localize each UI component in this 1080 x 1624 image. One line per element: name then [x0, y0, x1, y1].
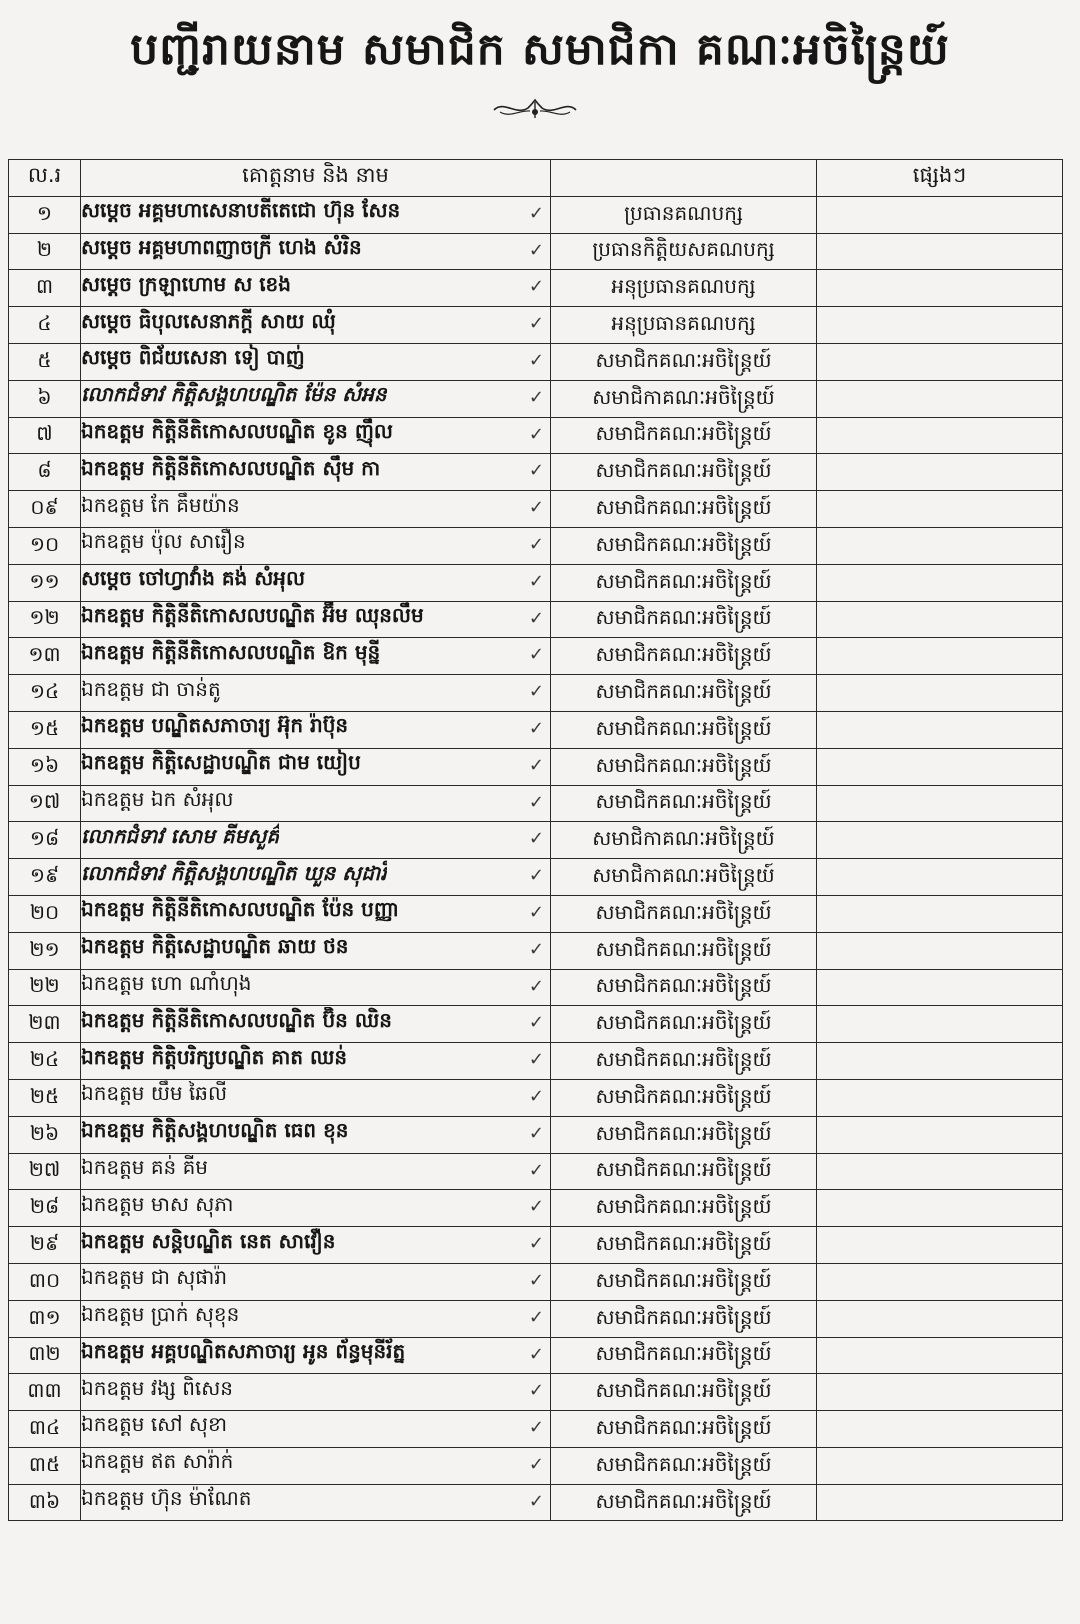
- member-name: ឯកឧត្តម ប្រាក់ សុខុន: [81, 1302, 240, 1327]
- row-number: ២: [9, 233, 81, 270]
- member-name: សម្តេច ក្រឡាហោម ស ខេង: [81, 271, 291, 296]
- check-mark-icon: ✓: [528, 1453, 544, 1475]
- table-row: [9, 711, 1063, 748]
- table-header-row: [9, 160, 1063, 197]
- check-mark-icon: ✓: [528, 1012, 544, 1034]
- member-position: សមាជិកាគណៈអចិន្ត្រៃយ៍: [551, 822, 817, 859]
- member-name: ឯកឧត្តម កិត្តិសង្គហបណ្ឌិត ធេព ខុន: [81, 1118, 349, 1143]
- table-row: [9, 270, 1063, 307]
- other-cell: [817, 969, 1063, 1006]
- member-position: សមាជិកគណៈអចិន្ត្រៃយ៍: [551, 1153, 817, 1190]
- member-position: សមាជិកគណៈអចិន្ត្រៃយ៍: [551, 1043, 817, 1080]
- member-name: សម្តេច អគ្គមហាពញាចក្រី ហេង សំរិន: [81, 234, 362, 259]
- flourish-ornament-icon: [490, 96, 580, 120]
- row-number: ២៤: [9, 1043, 81, 1080]
- row-number: ១៨: [9, 822, 81, 859]
- check-mark-icon: ✓: [528, 1159, 544, 1181]
- table-row: [9, 1043, 1063, 1080]
- member-name: ឯកឧត្តម កិត្តិសេដ្ឋាបណ្ឌិត ឆាយ ថន: [81, 934, 349, 959]
- other-cell: [817, 343, 1063, 380]
- member-name-cell: [81, 196, 551, 233]
- member-position: ប្រធានកិត្តិយសគណបក្ស: [551, 233, 817, 270]
- table-row: [9, 564, 1063, 601]
- member-name: លោកជំទាវ កិត្តិសង្គហបណ្ឌិត ឃួន សុដារី: [81, 860, 387, 885]
- table-row: [9, 1079, 1063, 1116]
- row-number: ១៣: [9, 638, 81, 675]
- member-position: សមាជិកគណៈអចិន្ត្រៃយ៍: [551, 601, 817, 638]
- member-name: ឯកឧត្តម ហ៊ុន ម៉ាណែត: [81, 1486, 252, 1511]
- member-name-cell: [81, 491, 551, 528]
- table-row: [9, 1227, 1063, 1264]
- row-number: ១១: [9, 564, 81, 601]
- other-cell: [817, 564, 1063, 601]
- member-name-cell: [81, 1300, 551, 1337]
- check-mark-icon: ✓: [528, 313, 544, 335]
- row-number: ៧: [9, 417, 81, 454]
- other-cell: [817, 1411, 1063, 1448]
- member-position: សមាជិកគណៈអចិន្ត្រៃយ៍: [551, 343, 817, 380]
- check-mark-icon: ✓: [528, 276, 544, 298]
- table-row: [9, 1447, 1063, 1484]
- member-position: សមាជិកគណៈអចិន្ត្រៃយ៍: [551, 1227, 817, 1264]
- row-number: ៣: [9, 270, 81, 307]
- row-number: ២២: [9, 969, 81, 1006]
- member-name-cell: [81, 932, 551, 969]
- member-name: សម្តេច ពិជ័យសេនា ទៀ បាញ់: [81, 345, 305, 370]
- check-mark-icon: ✓: [528, 202, 544, 224]
- member-name-cell: [81, 711, 551, 748]
- member-name-cell: [81, 638, 551, 675]
- member-position: សមាជិកគណៈអចិន្ត្រៃយ៍: [551, 1374, 817, 1411]
- header-number: ល.រ: [9, 160, 81, 197]
- other-cell: [817, 1263, 1063, 1300]
- member-position: សមាជិកគណៈអចិន្ត្រៃយ៍: [551, 454, 817, 491]
- row-number: ១០: [9, 527, 81, 564]
- table-row: [9, 785, 1063, 822]
- table-row: [9, 675, 1063, 712]
- member-name-cell: [81, 601, 551, 638]
- member-position: សមាជិកគណៈអចិន្ត្រៃយ៍: [551, 564, 817, 601]
- other-cell: [817, 1006, 1063, 1043]
- row-number: ១៥: [9, 711, 81, 748]
- other-cell: [817, 638, 1063, 675]
- table-row: [9, 601, 1063, 638]
- other-cell: [817, 454, 1063, 491]
- check-mark-icon: ✓: [528, 423, 544, 445]
- member-name: ឯកឧត្តម គន់ គីម: [81, 1154, 208, 1179]
- other-cell: [817, 1300, 1063, 1337]
- member-name: ឯកឧត្តម ហោ ណាំហុង: [81, 970, 252, 995]
- member-name-cell: [81, 1190, 551, 1227]
- member-position: សមាជិកគណៈអចិន្ត្រៃយ៍: [551, 895, 817, 932]
- table-row: [9, 1337, 1063, 1374]
- member-name-cell: [81, 969, 551, 1006]
- member-name: សម្តេច អគ្គមហាសេនាបតីតេជោ ហ៊ុន សែន: [81, 198, 401, 223]
- member-position: អនុប្រធានគណបក្ស: [551, 270, 817, 307]
- member-name: ឯកឧត្តម កិត្តិសេដ្ឋាបណ្ឌិត ជាម យៀប: [81, 750, 361, 775]
- check-mark-icon: ✓: [528, 533, 544, 555]
- table-row: [9, 1374, 1063, 1411]
- other-cell: [817, 932, 1063, 969]
- member-name-cell: [81, 380, 551, 417]
- member-position: អនុប្រធានគណបក្ស: [551, 307, 817, 344]
- row-number: ២៨: [9, 1190, 81, 1227]
- member-name-cell: [81, 1374, 551, 1411]
- table-row: [9, 1006, 1063, 1043]
- member-position: សមាជិកគណៈអចិន្ត្រៃយ៍: [551, 638, 817, 675]
- member-name: សម្តេច ចៅហ្វាវាំង គង់ សំអុល: [81, 566, 306, 591]
- member-name: ឯកឧត្តម កិត្តិបរិក្សបណ្ឌិត គាត ឈន់: [81, 1044, 348, 1069]
- table-row: [9, 343, 1063, 380]
- other-cell: [817, 822, 1063, 859]
- table-row: [9, 1411, 1063, 1448]
- member-position: សមាជិកគណៈអចិន្ត្រៃយ៍: [551, 1263, 817, 1300]
- row-number: ២៩: [9, 1227, 81, 1264]
- row-number: ៤: [9, 307, 81, 344]
- member-name: ឯកឧត្តម កិត្តិនីតិកោសលបណ្ឌិត ឱក មុន្នី: [81, 639, 381, 664]
- members-table: [8, 159, 1063, 1521]
- check-mark-icon: ✓: [528, 497, 544, 519]
- member-name-cell: [81, 785, 551, 822]
- member-position: សមាជិកគណៈអចិន្ត្រៃយ៍: [551, 1190, 817, 1227]
- row-number: ៣៤: [9, 1411, 81, 1448]
- other-cell: [817, 675, 1063, 712]
- table-row: [9, 233, 1063, 270]
- member-position: សមាជិកគណៈអចិន្ត្រៃយ៍: [551, 675, 817, 712]
- member-name-cell: [81, 822, 551, 859]
- member-name-cell: [81, 859, 551, 896]
- other-cell: [817, 1337, 1063, 1374]
- other-cell: [817, 1447, 1063, 1484]
- member-name-cell: [81, 1079, 551, 1116]
- check-mark-icon: ✓: [528, 791, 544, 813]
- member-name: ឯកឧត្តម សៅ សុខា: [81, 1412, 228, 1437]
- other-cell: [817, 748, 1063, 785]
- header-other: ផ្សេងៗ: [817, 160, 1063, 197]
- member-name-cell: [81, 1447, 551, 1484]
- member-name: ឯកឧត្តម កិត្តិនីតិកោសលបណ្ឌិត ខូន ញ៉ឹល: [81, 418, 393, 443]
- member-position: សមាជិកគណៈអចិន្ត្រៃយ៍: [551, 1006, 817, 1043]
- member-name: សម្តេច ធិបុលសេនាភក្តី សាយ ឈុំ: [81, 308, 336, 333]
- other-cell: [817, 380, 1063, 417]
- check-mark-icon: ✓: [528, 1343, 544, 1365]
- row-number: ៣១: [9, 1300, 81, 1337]
- member-name-cell: [81, 895, 551, 932]
- table-row: [9, 1153, 1063, 1190]
- other-cell: [817, 233, 1063, 270]
- row-number: ១៩: [9, 859, 81, 896]
- member-name: ឯកឧត្តម ឯក សំអុល: [81, 786, 234, 811]
- check-mark-icon: ✓: [528, 1085, 544, 1107]
- table-row: [9, 196, 1063, 233]
- check-mark-icon: ✓: [528, 717, 544, 739]
- check-mark-icon: ✓: [528, 460, 544, 482]
- table-row: [9, 417, 1063, 454]
- table-row: [9, 748, 1063, 785]
- check-mark-icon: ✓: [528, 938, 544, 960]
- other-cell: [817, 711, 1063, 748]
- row-number: ៣៥: [9, 1447, 81, 1484]
- check-mark-icon: ✓: [528, 865, 544, 887]
- other-cell: [817, 1484, 1063, 1521]
- row-number: ១៦: [9, 748, 81, 785]
- member-name: ឯកឧត្តម អគ្គបណ្ឌិតសភាចារ្យ អូន ព័ន្ធមុនីរ័ត្ន: [81, 1338, 406, 1363]
- table-row: [9, 969, 1063, 1006]
- check-mark-icon: ✓: [528, 1490, 544, 1512]
- member-name: ឯកឧត្តម កិត្តិនីតិកោសលបណ្ឌិត ប៊ិន ឈិន: [81, 1007, 392, 1032]
- row-number: ០៩: [9, 491, 81, 528]
- check-mark-icon: ✓: [528, 901, 544, 923]
- other-cell: [817, 1116, 1063, 1153]
- other-cell: [817, 1153, 1063, 1190]
- member-name-cell: [81, 1263, 551, 1300]
- member-name: ឯកឧត្តម សន្តិបណ្ឌិត នេត សាវឿន: [81, 1228, 336, 1253]
- table-row: [9, 638, 1063, 675]
- table-row: [9, 527, 1063, 564]
- member-name-cell: [81, 527, 551, 564]
- member-name-cell: [81, 1116, 551, 1153]
- other-cell: [817, 601, 1063, 638]
- check-mark-icon: ✓: [528, 1306, 544, 1328]
- member-name: ឯកឧត្តម ឥត សារ៉ាក់: [81, 1449, 234, 1474]
- table-row: [9, 380, 1063, 417]
- member-name: ឯកឧត្តម កិត្តិនីតិកោសលបណ្ឌិត ប៉ែន បញ្ញា: [81, 897, 399, 922]
- check-mark-icon: ✓: [528, 644, 544, 666]
- member-position: សមាជិកគណៈអចិន្ត្រៃយ៍: [551, 1079, 817, 1116]
- row-number: ២១: [9, 932, 81, 969]
- other-cell: [817, 1374, 1063, 1411]
- other-cell: [817, 859, 1063, 896]
- member-position: សមាជិកគណៈអចិន្ត្រៃយ៍: [551, 785, 817, 822]
- other-cell: [817, 1190, 1063, 1227]
- member-position: សមាជិកគណៈអចិន្ត្រៃយ៍: [551, 711, 817, 748]
- table-row: [9, 1300, 1063, 1337]
- member-name-cell: [81, 307, 551, 344]
- check-mark-icon: ✓: [528, 1122, 544, 1144]
- member-name: លោកជំទាវ កិត្តិសង្គហបណ្ឌិត ម៉ែន សំអន: [81, 382, 387, 407]
- member-position: សមាជិកគណៈអចិន្ត្រៃយ៍: [551, 1337, 817, 1374]
- check-mark-icon: ✓: [528, 607, 544, 629]
- page-title: បញ្ជីរាយនាម សមាជិក សមាជិកា គណៈអចិន្ត្រៃយ៍: [130, 24, 950, 75]
- other-cell: [817, 196, 1063, 233]
- member-position: សមាជិកាគណៈអចិន្ត្រៃយ៍: [551, 380, 817, 417]
- check-mark-icon: ✓: [528, 1269, 544, 1291]
- row-number: ១៧: [9, 785, 81, 822]
- member-position: សមាជិកគណៈអចិន្ត្រៃយ៍: [551, 1484, 817, 1521]
- member-name-cell: [81, 1411, 551, 1448]
- check-mark-icon: ✓: [528, 1380, 544, 1402]
- check-mark-icon: ✓: [528, 386, 544, 408]
- member-position: សមាជិកគណៈអចិន្ត្រៃយ៍: [551, 932, 817, 969]
- member-name: ឯកឧត្តម យឹម ឆៃលី: [81, 1081, 228, 1106]
- member-position: សមាជិកគណៈអចិន្ត្រៃយ៍: [551, 1300, 817, 1337]
- row-number: ៣០: [9, 1263, 81, 1300]
- table-row: [9, 1116, 1063, 1153]
- member-position: សមាជិកគណៈអចិន្ត្រៃយ៍: [551, 969, 817, 1006]
- check-mark-icon: ✓: [528, 1233, 544, 1255]
- member-name-cell: [81, 417, 551, 454]
- other-cell: [817, 1079, 1063, 1116]
- check-mark-icon: ✓: [528, 349, 544, 371]
- member-position: សមាជិកគណៈអចិន្ត្រៃយ៍: [551, 417, 817, 454]
- row-number: ១៤: [9, 675, 81, 712]
- member-name-cell: [81, 1043, 551, 1080]
- check-mark-icon: ✓: [528, 975, 544, 997]
- check-mark-icon: ✓: [528, 570, 544, 592]
- member-name-cell: [81, 675, 551, 712]
- other-cell: [817, 895, 1063, 932]
- table-row: [9, 822, 1063, 859]
- other-cell: [817, 1043, 1063, 1080]
- check-mark-icon: ✓: [528, 828, 544, 850]
- member-position: សមាជិកាគណៈអចិន្ត្រៃយ៍: [551, 859, 817, 896]
- table-row: [9, 895, 1063, 932]
- member-name-cell: [81, 454, 551, 491]
- row-number: ១២: [9, 601, 81, 638]
- member-name-cell: [81, 748, 551, 785]
- row-number: ២៥: [9, 1079, 81, 1116]
- member-position: សមាជិកគណៈអចិន្ត្រៃយ៍: [551, 1411, 817, 1448]
- check-mark-icon: ✓: [528, 681, 544, 703]
- table-row: [9, 1190, 1063, 1227]
- other-cell: [817, 1227, 1063, 1264]
- member-name: ឯកឧត្តម កែ គឹមយ៉ាន: [81, 492, 240, 517]
- member-name: ឯកឧត្តម ជា សុផារ៉ា: [81, 1265, 228, 1290]
- member-name: ឯកឧត្តម កិត្តិនីតិកោសលបណ្ឌិត អ៊ឹម ឈុនលឹម: [81, 602, 424, 627]
- member-position: សមាជិកគណៈអចិន្ត្រៃយ៍: [551, 491, 817, 528]
- check-mark-icon: ✓: [528, 1196, 544, 1218]
- member-name-cell: [81, 1227, 551, 1264]
- check-mark-icon: ✓: [528, 754, 544, 776]
- table-row: [9, 491, 1063, 528]
- row-number: ៥: [9, 343, 81, 380]
- member-name: ឯកឧត្តម មាស សុភា: [81, 1191, 234, 1216]
- member-name-cell: [81, 270, 551, 307]
- member-name-cell: [81, 1484, 551, 1521]
- member-name-cell: [81, 1153, 551, 1190]
- row-number: ២០: [9, 895, 81, 932]
- member-position: សមាជិកគណៈអចិន្ត្រៃយ៍: [551, 748, 817, 785]
- other-cell: [817, 785, 1063, 822]
- row-number: ២៧: [9, 1153, 81, 1190]
- member-name-cell: [81, 233, 551, 270]
- other-cell: [817, 491, 1063, 528]
- member-name: ឯកឧត្តម ជា ចាន់តូ: [81, 676, 221, 701]
- member-position: សមាជិកគណៈអចិន្ត្រៃយ៍: [551, 1447, 817, 1484]
- member-position: ប្រធានគណបក្ស: [551, 196, 817, 233]
- member-name: ឯកឧត្តម វង្ស ពិសេន: [81, 1375, 233, 1400]
- table-row: [9, 859, 1063, 896]
- member-name: ឯកឧត្តម បណ្ឌិតសភាចារ្យ អ៊ុក រ៉ាប៊ុន: [81, 713, 349, 738]
- member-name-cell: [81, 1337, 551, 1374]
- check-mark-icon: ✓: [528, 1417, 544, 1439]
- table-row: [9, 932, 1063, 969]
- member-position: សមាជិកគណៈអចិន្ត្រៃយ៍: [551, 1116, 817, 1153]
- row-number: ២៣: [9, 1006, 81, 1043]
- row-number: ៨: [9, 454, 81, 491]
- row-number: ១: [9, 196, 81, 233]
- table-row: [9, 1484, 1063, 1521]
- row-number: ២៦: [9, 1116, 81, 1153]
- header-position: [551, 160, 817, 197]
- row-number: ៦: [9, 380, 81, 417]
- table-row: [9, 307, 1063, 344]
- member-name: ឯកឧត្តម កិត្តិនីតិកោសលបណ្ឌិត ស៊ឹម កា: [81, 455, 381, 480]
- other-cell: [817, 417, 1063, 454]
- member-name-cell: [81, 343, 551, 380]
- table-row: [9, 454, 1063, 491]
- header-name: គោត្តនាម និង នាម: [81, 160, 551, 197]
- row-number: ៣២: [9, 1337, 81, 1374]
- row-number: ៣៦: [9, 1484, 81, 1521]
- member-name-cell: [81, 564, 551, 601]
- table-row: [9, 1263, 1063, 1300]
- row-number: ៣៣: [9, 1374, 81, 1411]
- other-cell: [817, 270, 1063, 307]
- member-name: ឯកឧត្តម ប៉ុល សារឿន: [81, 529, 246, 554]
- check-mark-icon: ✓: [528, 1049, 544, 1071]
- member-name-cell: [81, 1006, 551, 1043]
- other-cell: [817, 307, 1063, 344]
- member-position: សមាជិកគណៈអចិន្ត្រៃយ៍: [551, 527, 817, 564]
- check-mark-icon: ✓: [528, 239, 544, 261]
- member-name: លោកជំទាវ សោម គីមសួគ៌: [81, 823, 280, 848]
- other-cell: [817, 527, 1063, 564]
